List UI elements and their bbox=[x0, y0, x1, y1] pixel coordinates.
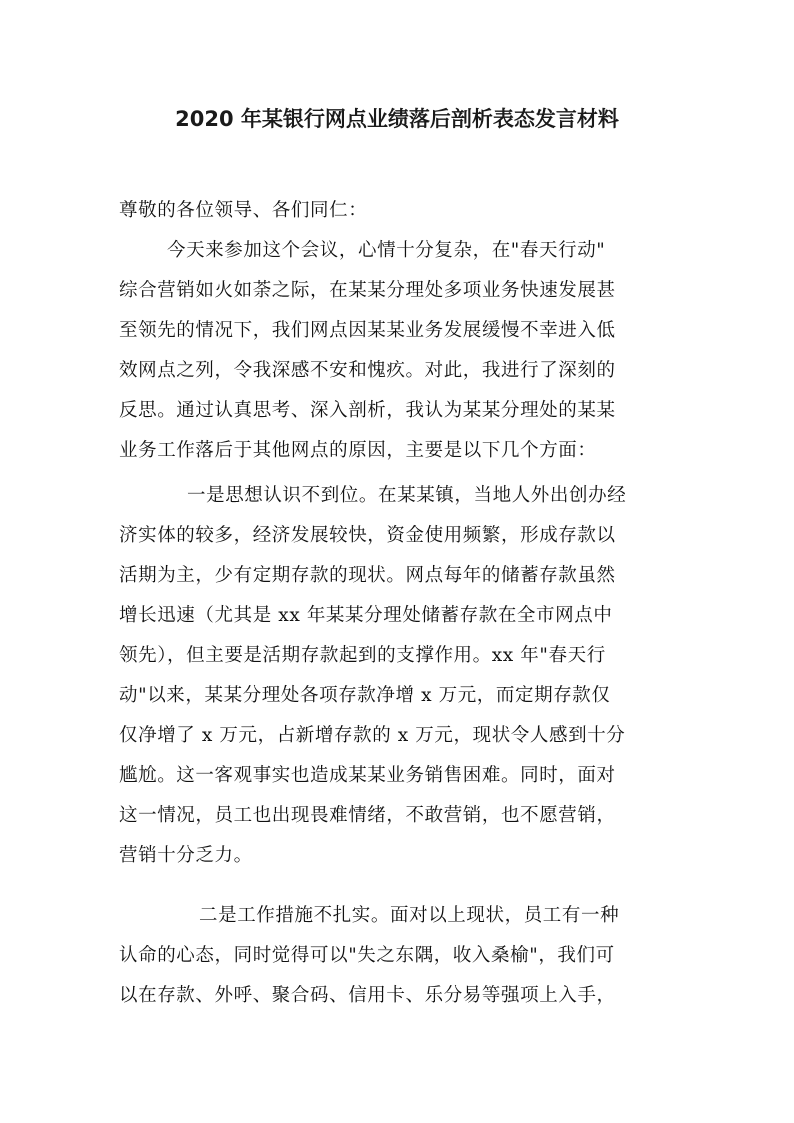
paragraph-2-line-7: 仅净增了 x 万元，占新增存款的 x 万元，现状令人感到十分 bbox=[119, 725, 626, 746]
paragraph-2-line-6: 动"以来，某某分理处各项存款净增 x 万元，而定期存款仅 bbox=[119, 685, 611, 706]
paragraph-3-line-1: 二是工作措施不扎实。面对以上现状，员工有一种 bbox=[199, 905, 620, 926]
paragraph-2-line-8: 尴尬。这一客观事实也造成某某业务销售困难。同时，面对 bbox=[119, 765, 616, 786]
paragraph-2-line-1: 一是思想认识不到位。在某某镇，当地人外出创办经 bbox=[187, 485, 627, 506]
paragraph-2-line-9: 这一情况，员工也出现畏难情绪，不敢营销，也不愿营销， bbox=[119, 805, 616, 826]
salutation: 尊敬的各位领导、各们同仁： bbox=[119, 200, 368, 221]
paragraph-2-line-2: 济实体的较多，经济发展较快，资金使用频繁，形成存款以 bbox=[119, 525, 616, 546]
document-title: 2020 年某银行网点业绩落后剖析表态发言材料 bbox=[175, 107, 619, 131]
paragraph-1-line-4: 效网点之列，令我深感不安和愧疚。对此，我进行了深刻的 bbox=[119, 360, 616, 381]
paragraph-1-line-1: 今天来参加这个会议，心情十分复杂，在"春天行动" bbox=[167, 240, 606, 261]
paragraph-2-line-5: 领先），但主要是活期存款起到的支撑作用。xx 年"春天行 bbox=[119, 645, 606, 666]
paragraph-2-line-3: 活期为主，少有定期存款的现状。网点每年的储蓄存款虽然 bbox=[119, 565, 616, 586]
paragraph-2-line-10: 营销十分乏力。 bbox=[119, 845, 253, 866]
paragraph-2-line-4: 增长迅速（尤其是 xx 年某某分理处储蓄存款在全市网点中 bbox=[119, 605, 613, 626]
paragraph-1-line-2: 综合营销如火如荼之际，在某某分理处多项业务快速发展甚 bbox=[119, 280, 616, 301]
paragraph-1-line-5: 反思。通过认真思考、深入剖析，我认为某某分理处的某某 bbox=[119, 400, 616, 421]
paragraph-3-line-3: 以在存款、外呼、聚合码、信用卡、乐分易等强项上入手， bbox=[119, 985, 616, 1006]
paragraph-3-line-2: 认命的心态，同时觉得可以"失之东隅，收入桑榆"，我们可 bbox=[119, 945, 615, 966]
paragraph-1-line-6: 业务工作落后于其他网点的原因，主要是以下几个方面： bbox=[119, 440, 597, 461]
paragraph-1-line-3: 至领先的情况下，我们网点因某某业务发展缓慢不幸进入低 bbox=[119, 320, 616, 341]
